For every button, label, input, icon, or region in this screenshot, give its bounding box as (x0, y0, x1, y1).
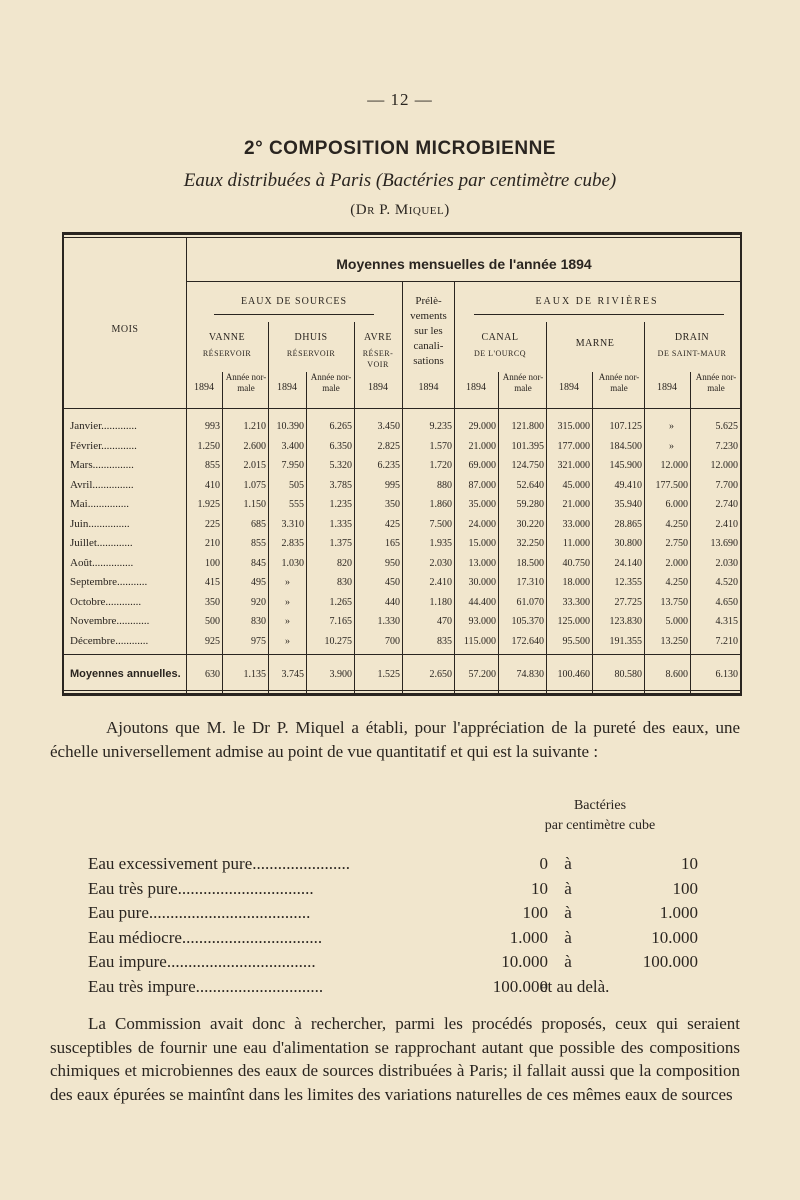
month-label: Mars............... (70, 459, 134, 471)
table-cell: 172.640 (511, 635, 544, 647)
vanne-1894: 1894 (194, 382, 214, 393)
scale-conj: à (564, 952, 572, 971)
table-cell: 6.265 (329, 421, 352, 432)
annual-cell: 1.525 (377, 669, 400, 680)
table-cell: 5.320 (329, 460, 352, 471)
table-cell: 495 (251, 577, 266, 588)
author-credit: (Dr P. Miquel) (350, 202, 450, 218)
table-cell: 975 (251, 635, 266, 647)
table-cell: 4.520 (715, 577, 738, 588)
table-cell: 191.355 (609, 635, 642, 647)
table-cell: 4.250 (665, 518, 688, 530)
table-cell: 61.070 (516, 596, 544, 608)
table-cell: » (669, 421, 674, 432)
table-cell: 6.235 (377, 460, 400, 471)
annual-cell: 57.200 (468, 669, 496, 680)
intro-paragraph: Ajoutons que M. le Dr P. Miquel a établi, pour l'appréciation de la pureté des eaux, une échelle universellement admise au point de vue quantitatif et qui est la suivante : (50, 718, 740, 761)
scale-high: 100.000 (642, 952, 698, 971)
table-cell: 2.410 (715, 518, 738, 530)
table-cell: 7.950 (281, 460, 304, 471)
table-cell: 49.410 (614, 479, 642, 491)
canal-subheader: DE L'OURCQ (474, 349, 526, 358)
annual-top-rule (64, 654, 740, 655)
table-cell: 1.030 (281, 557, 304, 569)
table-cell: 350 (205, 596, 220, 608)
table-cell: 7.230 (715, 440, 738, 452)
annual-cell: 74.830 (516, 669, 544, 680)
annual-cell: 630 (205, 669, 220, 680)
table-cell: 1.570 (429, 440, 452, 452)
table-cell: 100 (205, 557, 220, 569)
table-cell: 40.750 (562, 557, 590, 569)
table-cell: 1.925 (197, 499, 220, 510)
table-cell: 9.235 (429, 421, 452, 432)
table-cell: 920 (251, 596, 266, 608)
dhuis-header: DHUIS (294, 332, 328, 343)
commission-paragraph: La Commission avait donc à rechercher, parmi les procédés proposés, ceux qui seraient susceptibles de fournir une eau d'alimentation se rapprochant autant que possible des compositions chimiques et microbiennes des eaux de sources distribuées à Paris; il fallait aussi que la composition des eaux épurées se maintînt dans les limites des variations naturelles de ces mêmes eaux de sources (50, 1014, 740, 1104)
scale-row (88, 903, 708, 927)
table-cell: 6.000 (665, 499, 688, 510)
table-cell: 1.265 (329, 596, 352, 608)
table-cell: 700 (385, 635, 400, 647)
table-cell: 21.000 (562, 499, 590, 510)
scale-label: Eau très impure.............................. (88, 976, 324, 996)
canal-inner-rule (498, 372, 499, 694)
header-bottom-rule (64, 408, 740, 409)
page-number: — 12 — (367, 90, 433, 109)
table-cell: 87.000 (468, 479, 496, 491)
table-cell: 177.000 (557, 440, 590, 452)
table-cell: 2.000 (665, 557, 688, 569)
month-label: Février............. (70, 439, 137, 452)
table-cell: 7.500 (429, 518, 452, 530)
vanne-header: VANNE (208, 332, 246, 343)
table-cell: 2.600 (243, 440, 266, 452)
table-cell: 27.725 (614, 596, 642, 608)
scale-low: 100 (522, 903, 548, 922)
table-cell: 30.800 (614, 538, 642, 549)
table-cell: 95.500 (562, 635, 590, 647)
annual-cell: 3.900 (329, 669, 352, 680)
table-cell: 15.000 (468, 538, 496, 549)
drain-normale: Année nor- male (695, 372, 737, 393)
month-label: Mai............... (70, 498, 129, 510)
canal-marne-rule (546, 322, 547, 694)
annual-label: Moyennes annuelles. (70, 668, 181, 680)
table-cell: 44.400 (468, 596, 496, 608)
avre-1894: 1894 (368, 382, 388, 393)
month-label: Juillet............. (70, 537, 133, 549)
table-cell: 7.700 (715, 479, 738, 491)
table-cell: 2.740 (715, 499, 738, 510)
canal-1894: 1894 (466, 382, 486, 393)
table-cell: 2.015 (243, 460, 266, 471)
scale-low: 0 (539, 854, 548, 873)
scale-row (88, 879, 708, 903)
scale-header-2: par centimètre cube (544, 818, 656, 833)
month-label: Décembre............ (70, 634, 149, 647)
table-cell: » (285, 577, 290, 588)
table-cell: » (669, 440, 674, 452)
table-cell: 450 (385, 577, 400, 588)
month-label: Septembre........... (70, 576, 148, 588)
table-cell: 6.350 (329, 440, 352, 452)
table-cell: 1.210 (243, 421, 266, 432)
table-cell: 1.335 (329, 518, 352, 530)
scale-row (88, 952, 708, 976)
sources-brace (214, 314, 374, 315)
table-cell: 21.000 (468, 440, 496, 452)
table-cell: 1.250 (197, 440, 220, 452)
caption-rule (186, 281, 742, 282)
table-cell: 1.860 (429, 499, 452, 510)
table-cell: 52.640 (516, 479, 544, 491)
dhuis-avre-rule (354, 322, 355, 694)
marne-1894: 1894 (559, 382, 579, 393)
table-cell: 855 (205, 460, 220, 471)
mois-header: MOIS (111, 324, 139, 335)
scale-label: Eau médiocre................................. (88, 927, 323, 947)
table-cell: 555 (289, 499, 304, 510)
table-cell: 225 (205, 518, 220, 530)
avre-subheader: RÉSER- VOIR (362, 349, 394, 369)
table-cell: 830 (251, 616, 266, 627)
table-cell: 1.330 (377, 616, 400, 627)
table-cell: 28.865 (614, 518, 642, 530)
table-cell: 315.000 (557, 421, 590, 432)
microbial-table (62, 232, 742, 696)
table-cell: 5.625 (715, 421, 738, 432)
table-cell: 835 (437, 635, 452, 647)
annual-cell: 6.130 (715, 669, 738, 680)
table-cell: » (285, 596, 290, 608)
table-cell: 123.830 (609, 616, 642, 627)
table-cell: 505 (289, 479, 304, 491)
table-cell: 7.165 (329, 616, 352, 627)
vanne-dhuis-rule (268, 322, 269, 694)
scale-high: 10.000 (651, 927, 698, 947)
scale-high: 1.000 (659, 903, 698, 922)
table-cell: 45.000 (562, 479, 590, 491)
table-cell: 950 (385, 557, 400, 569)
table-cell: 121.800 (511, 421, 544, 432)
scale-row (88, 928, 708, 952)
scale-label: Eau excessivement pure....................... (88, 854, 351, 873)
sources-group-header: EAUX DE SOURCES (240, 296, 348, 307)
table-caption: Moyennes mensuelles de l'année 1894 (336, 256, 592, 272)
table-cell: 17.310 (516, 577, 544, 588)
marne-drain-rule (644, 322, 645, 694)
annual-cell: 2.650 (429, 669, 452, 680)
table-cell: 321.000 (557, 460, 590, 471)
vanne-normale: Année nor- male (225, 372, 267, 393)
rivieres-group-header: EAUX DE RIVIÈRES (535, 296, 659, 307)
table-cell: 2.030 (715, 557, 738, 569)
table-cell: 3.450 (377, 421, 400, 432)
table-cell: 5.000 (665, 616, 688, 627)
table-inner (64, 237, 740, 691)
table-cell: 470 (437, 616, 452, 627)
table-cell: 177.500 (655, 479, 688, 491)
table-cell: 18.500 (516, 557, 544, 569)
annual-cell: 3.745 (281, 669, 304, 680)
table-cell: 124.750 (511, 460, 544, 471)
table-cell: 24.140 (614, 557, 642, 569)
table-cell: 4.650 (715, 596, 738, 608)
table-cell: 115.000 (463, 635, 496, 647)
table-cell: 32.250 (516, 538, 544, 549)
table-cell: 500 (205, 616, 220, 627)
table-cell: 1.180 (429, 596, 452, 608)
annual-cell: 100.460 (557, 669, 590, 680)
table-cell: 7.210 (715, 635, 738, 647)
table-cell: 13.750 (660, 596, 688, 608)
table-cell: 107.125 (609, 421, 642, 432)
table-cell: 145.900 (609, 460, 642, 471)
table-cell: 2.030 (429, 557, 452, 569)
table-cell: 12.000 (660, 460, 688, 471)
scale-label: Eau très pure................................ (88, 878, 314, 898)
table-cell: 18.000 (562, 577, 590, 588)
table-cell: 685 (251, 518, 266, 530)
marne-inner-rule (592, 372, 593, 694)
scale-low: 10.000 (501, 952, 548, 971)
table-cell: 10.275 (324, 635, 352, 647)
table-cell: 4.315 (715, 616, 738, 627)
table-cell: 410 (205, 479, 220, 491)
table-cell: 11.000 (562, 538, 590, 549)
scale-row (88, 854, 708, 878)
table-cell: 3.785 (329, 479, 352, 491)
annual-cell: 80.580 (614, 669, 642, 680)
table-cell: 2.410 (429, 577, 452, 588)
scale-low: 1.000 (509, 927, 548, 947)
canal-header: CANAL (481, 332, 519, 343)
table-cell: 425 (385, 518, 400, 530)
month-label: Novembre............ (70, 615, 150, 627)
scale-low: 10 (531, 878, 548, 898)
month-label: Octobre............. (70, 595, 142, 608)
table-cell: 415 (205, 577, 220, 588)
avre-header: AVRE (364, 332, 392, 343)
month-label: Août............... (70, 556, 134, 569)
scale-row (88, 977, 708, 1001)
month-label: Avril............... (70, 478, 134, 491)
table-cell: 101.395 (511, 440, 544, 452)
dhuis-normale: Année nor- male (310, 372, 352, 393)
table-cell: » (285, 635, 290, 647)
annual-cell: 1.135 (243, 669, 266, 680)
section-title: 2° COMPOSITION MICROBIENNE (244, 138, 556, 159)
dhuis-1894: 1894 (277, 382, 297, 393)
table-cell: » (285, 616, 290, 627)
table-cell: 1.375 (329, 538, 352, 549)
table-cell: 2.835 (281, 538, 304, 549)
table-cell: 30.220 (516, 518, 544, 530)
table-cell: 820 (337, 557, 352, 569)
rivieres-brace (474, 314, 724, 315)
table-cell: 35.940 (614, 499, 642, 510)
scale-header-1: Bactéries (573, 798, 627, 813)
canal-normale: Année nor- male (502, 372, 544, 393)
scale-conj: à (564, 878, 572, 898)
prelev-1894: 1894 (418, 382, 439, 393)
table-cell: 995 (385, 479, 400, 491)
scale-low: 100.000 (492, 976, 548, 996)
table-cell: 12.000 (710, 460, 738, 471)
table-cell: 13.000 (468, 557, 496, 569)
table-cell: 24.000 (468, 518, 496, 530)
table-cell: 33.000 (562, 518, 590, 530)
section-subtitle: Eaux distribuées à Paris (Bactéries par centimètre cube) (183, 170, 617, 191)
scale-conj: à (564, 927, 572, 947)
table-cell: 993 (205, 421, 220, 432)
table-cell: 12.355 (614, 577, 642, 588)
month-label: Juin............... (70, 517, 130, 530)
table-cell: 3.400 (281, 440, 304, 452)
table-cell: 125.000 (557, 616, 590, 627)
table-cell: 3.310 (281, 518, 304, 530)
table-cell: 440 (385, 596, 400, 608)
table-cell: 59.280 (516, 499, 544, 510)
table-cell: 855 (251, 538, 266, 549)
table-cell: 2.825 (377, 440, 400, 452)
scale-conj: à (564, 854, 572, 873)
table-cell: 2.750 (665, 538, 688, 549)
table-cell: 845 (251, 557, 266, 569)
month-label: Janvier............. (70, 420, 137, 432)
scale-label: Eau pure...................................... (88, 903, 311, 922)
table-cell: 1.720 (429, 460, 452, 471)
table-cell: 925 (205, 635, 220, 647)
table-cell: 210 (205, 538, 220, 549)
scale-high: 100 (672, 878, 698, 898)
drain-header: DRAIN (674, 332, 710, 343)
table-cell: 1.235 (329, 499, 352, 510)
table-cell: 880 (437, 479, 452, 491)
scale-high: et au delà. (540, 976, 610, 996)
table-cell: 69.000 (468, 460, 496, 471)
table-cell: 30.000 (468, 577, 496, 588)
scale-label: Eau impure................................... (88, 952, 316, 971)
table-cell: 1.150 (243, 499, 266, 510)
table-cell: 13.690 (710, 538, 738, 549)
table-cell: 165 (385, 538, 400, 549)
annual-cell: 8.600 (665, 669, 688, 680)
marne-header: MARNE (575, 338, 615, 349)
vanne-inner-rule (222, 372, 223, 694)
table-cell: 105.370 (511, 616, 544, 627)
prelevements-header: Prélè- vements sur les canali- sations (410, 295, 447, 367)
table-cell: 830 (337, 577, 352, 588)
table-cell: 93.000 (468, 616, 496, 627)
table-cell: 13.250 (660, 635, 688, 647)
table-cell: 33.300 (562, 596, 590, 608)
vanne-subheader: RÉSERVOIR (202, 349, 252, 358)
table-cell: 1.075 (243, 479, 266, 491)
table-cell: 4.250 (665, 577, 688, 588)
drain-inner-rule (690, 372, 691, 694)
table-cell: 35.000 (468, 499, 496, 510)
dhuis-subheader: RÉSERVOIR (286, 349, 336, 358)
scale-high: 10 (681, 854, 698, 873)
table-cell: 10.390 (276, 421, 304, 432)
table-cell: 184.500 (609, 440, 642, 452)
table-cell: 350 (385, 499, 400, 510)
table-cell: 1.935 (429, 538, 452, 549)
drain-subheader: DE SAINT-MAUR (657, 349, 727, 358)
dhuis-inner-rule (306, 372, 307, 694)
table-cell: 29.000 (468, 421, 496, 432)
drain-1894: 1894 (657, 382, 677, 393)
scale-conj: à (564, 903, 572, 922)
marne-normale: Année nor- male (598, 372, 640, 393)
